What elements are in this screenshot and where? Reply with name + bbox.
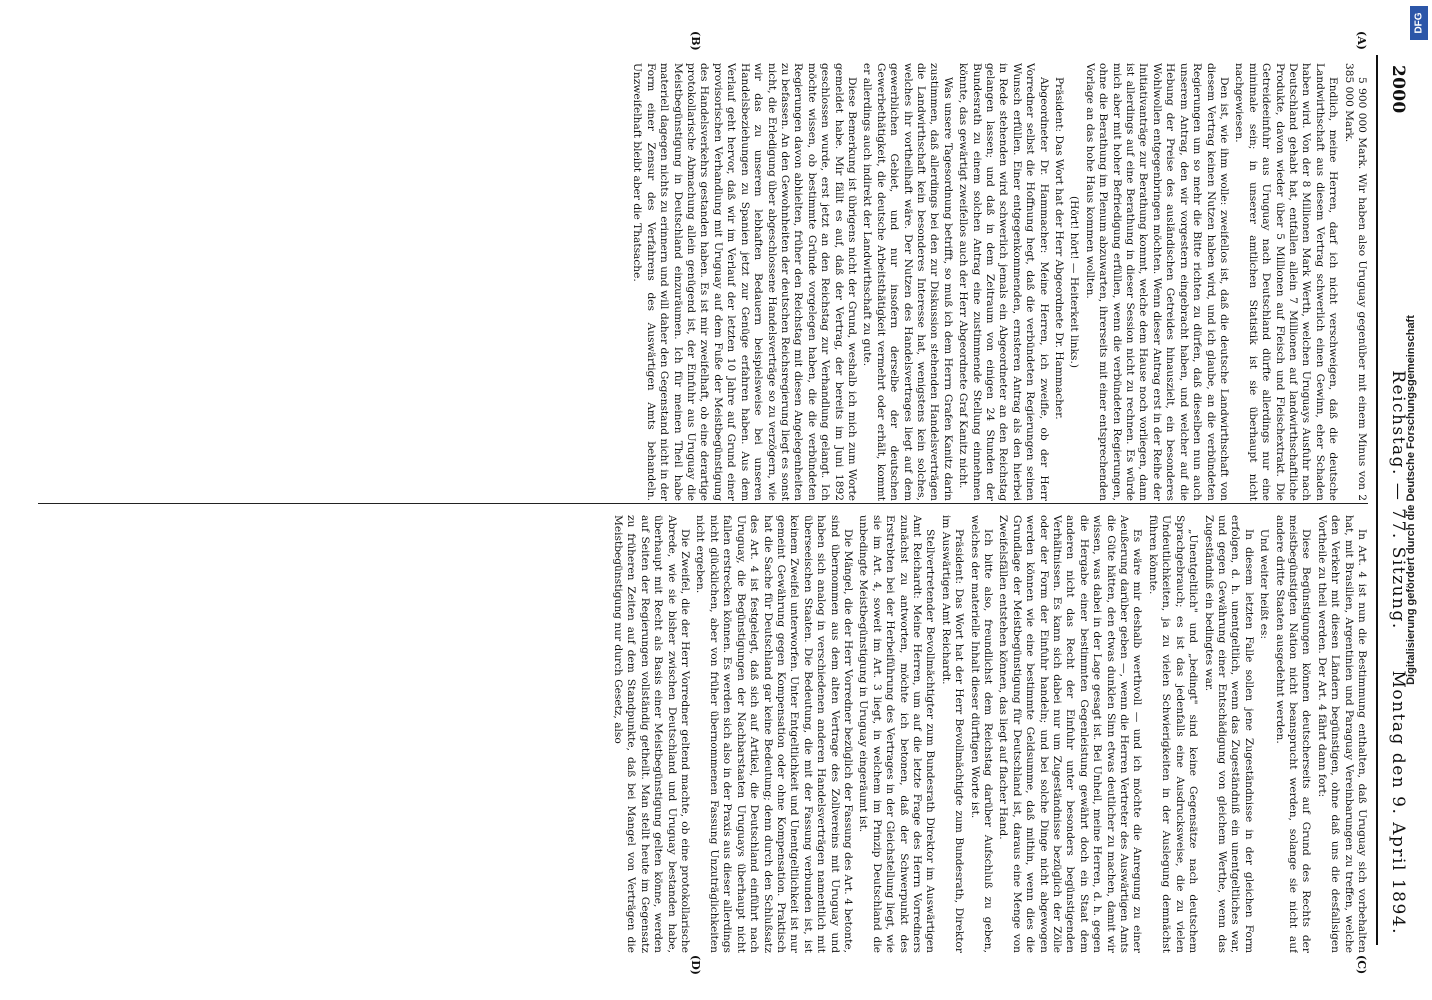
speaker-intro: Präsident: Das Wort hat der Herr Abgeordnete Dr. Hammacher. xyxy=(1053,77,1066,420)
left-column xyxy=(38,63,1368,501)
paragraph: Was unsere Tagesordnung betrifft, so muß ich dem Herrn Grafen Kanitz darin zustimmen, daß allerdings bei den zur Diskussion stehenden Handelsverträgen die Landwirthschaft kein besonderes Interesse hat, wenigstens kein solches, welches ihr vortheilhaft wäre. Der Nutzen des Handelsvertrages liegt auf dem gewerblichen Gebiet, und nur insofern derselbe der deutschen Gewerbethätigkeit, die deutsche Arbeitsthätigkeit vermehrt oder erhält, kommt er allerdings auch indirekt der Landwirthschaft zu gute. xyxy=(861,63,954,501)
column-divider xyxy=(38,503,1368,504)
paragraph: In Art. 4 ist nun die Bestimmung enthalten, daß Uruguay sich vorbehalten hat, mit Brasilien, Argentinien und Paraguay Vereinbarungen zu treffen, welche den Verkehr mit diesen Ländern begünstigen, ohne daß uns die desfallsigen Vortheile zu theil werden. Der Art. 4 fährt dann fort: xyxy=(1315,515,1368,953)
paragraph: Die Mängel, die der Herr Vorredner bezüglich der Fassung des Art. 4 betonte, sind übernommen aus dem alten Vertrage des Zollvereins mit Uruguay und haben sich analog in verschiedenen anderen Handelsverträgen namentlich mit überseeischen Staaten. Die Bedeutung, die mit der Fassung verbunden ist, ist keinem Zweifel unterworfen. Unter Entgeltlichkeit und Unentgeltlichkeit ist nur gemeint Gewährung gegen Kompensation oder ohne Kompensation. Praktisch hat die Sache für Deutschland gar keine Bedeutung; denn durch den Schlußsatz des Art. 4 ist festgelegt, daß sich auf Artikel, die Deutschland einführt nach Uruguay, die Begünstigungen der Nachbarstaaten Uruguays überhaupt nicht fallen erstrecken können. Es werden sich also in der Praxis aus dieser allerdings nicht glücklichen, aber von früher übernommenen Fassung Unzuträglichkeiten nicht ergeben. xyxy=(694,515,854,953)
session-date: Montag den 9. April 1894. xyxy=(1388,670,1408,935)
page-number: 2000 xyxy=(1388,65,1408,114)
header-rule xyxy=(1376,55,1378,945)
paragraph: Diese Bemerkung ist übrigens nicht der Grund, weshalb ich mich zum Worte gemeldet habe. Mir fällt es auf, daß der Vertrag, der bereits im Juni 1892 geschlossen wurde, erst jetzt an den Reichstag zur Verhandlung gelangt. Ich möchte wissen, ob bestimmte Gründe vorgelegen haben, die die verbündeten Regierungen davon abhielten, früher den Reichstag mit diesen Angelegenheiten zu befassen. An den Gewohnheiten der deutschen Reichsregierung liegt es sonst nicht, die Erledigung über abgeschlossene Handelsverträge so zu verzögern, wie wir das zu unserem lebhaften Bedauern beispielsweise bei unseren Handelsbeziehungen zu Spanien jetzt zur Genüge erfahren haben. Aus dem Verlauf geht hervor, daß wir im Verlauf der letzten 10 Jahre auf Grund einer provisorischen Verhandlung mit Uruguay auf dem Fuße der Meistbegünstigung des Handelsverkehrs gestanden haben. Es ist mir zweifelhaft, ob eine derartige protokollarische Abmachung allein genügend ist, der Einfuhr aus Uruguay die Meistbegünstigung in Deutschland einzuräumen. Ich für meinen Theil habe materiell dagegen nichts zu erinnern und will daher den Gegenstand nicht in der Form einer Zensur des Verfahrens des Auswärtigen Amts behandeln. Unzweifelhaft bleibt aber die Thatsache. xyxy=(631,63,858,501)
dfg-logo-text: DFG xyxy=(1413,12,1425,34)
digitization-credit xyxy=(1396,20,1426,980)
speaker-intro: Präsident: Das Wort hat der Herr Bevollmächtigte zum Bundesrath, Direktor im Auswärtigen Amt Reichardt. xyxy=(939,515,966,953)
margin-marker-a: (A) xyxy=(1355,31,1368,50)
margin-marker-c: (C) xyxy=(1355,955,1368,975)
paragraph: Stellvertretender Bevollmächtigter zum Bundesrath Direktor im Auswärtigen Amt Reichardt: Meine Herren, um auf die letzte Frage des Herrn Vorredners zunächst zu antworten, möchte ich betonen, daß der Schwerpunkt des Erstrebten bei der Herbeiführung des Vertrages in der Gleichstellung liegt, wie sie im Art. 4, soweit im Art. 3 liegt, in welchem im Prinzip Deutschland die unbedingte Meistbegünstigung in Uruguay eingeräumt ist. xyxy=(857,515,937,953)
credit-text: Digitalisierung gefördert durch die Deutsche Forschungsgemeinschaft xyxy=(1405,315,1417,685)
right-column xyxy=(38,515,1368,953)
paragraph: Abgeordneter Dr. Hammacher: Meine Herren, ich zweifle, ob der Herr Vorredner selbst die Hoffnung hegt, daß die verbündeten Regierungen seinen Wunsch erfüllen. Einer entgegenkommenden, ernsteren Antrag als den hierbei in Rede stehenden wird schwerlich jemals ein Abgeordneter an den Reichstag gelangen lassen; und daß in dem Zeitraum von einigen 24 Stunden der Bundesrath zu einem solchen Antrag eine zustimmende Stellung einnehmen könnte, das gewärtigt zweifellos auch der Herr Abgeordnete Graf Kanitz nicht. xyxy=(957,63,1050,501)
quoted-paragraph: Diese Begünstigungen können deutscherseits auf Grund des Rechts der meistbegünstigten Nation nicht beansprucht werden, solange sie nicht auf andere dritte Staaten ausgedehnt werden. xyxy=(1273,515,1313,953)
margin-marker-d: (D) xyxy=(689,955,702,975)
session-title: Reichstag. — 77. Sitzung. xyxy=(1388,370,1408,630)
paragraph: Den ist, wie ihm wolle: zweifellos ist, daß die deutsche Landwirthschaft von diesem Vertrag keinen Nutzen haben wird, und ich glaube, an die verbündeten Regierungen um so mehr die Bitte richten zu dürfen, daß dieselben nun auch unserem Antrag, den wir vorgestern eingebracht haben, und welcher auf die Hebung der Preise des ausländischen Getreides hinauszielt, ein besonderes Wohlwollen entgegenbringen möchten. Wenn dieser Antrag erst in der Reihe der Initiativanträge zur Berathung kommt, welche dem Hause noch vorliegen, dann ist allerdings auf eine Berathung in dieser Session nicht zu rechnen. Es würde mich aber mit hoher Befriedigung erfüllen, wenn die verbündeten Regierungen, ohne die Berathung im Plenum abzuwarten, ihrerseits mit einer entsprechenden Vorlage an das hohe Haus kommen wollten. xyxy=(1083,63,1230,501)
interjection: (Hört! hört! — Heiterkeit links.) xyxy=(1068,196,1081,368)
paragraph: Es wäre mir deshalb werthvoll — und ich möchte die Anregung zu einer Aeußerung darüber geben —, wenn die Herren Vertreter des Auswärtigen Amts die Güte hätten, den etwas dunklen Sinn etwas deutlicher zu machen, damit wir wissen, was dabei in der Lage gesagt ist. Bei Unheil, meine Herren, d. h. gegen die Hergabe einer bestimmten Gegenleistung gewährt doch ein Staat dem anderen nicht das Recht der Einfuhr unter besonders begünstigenden Verhältnissen. Es kann sich dabei nur um Zugeständnisse bezüglich der Zölle oder der Form der Einfuhr handeln; und bei solche Dinge nicht abgewogen werden können wie eine bestimmte Geldsumme, daß mithin, wenn dies die Grundlage der Meistbegünstigung für Deutschland ist, daraus eine Menge von Zweifelsfällen entstehen können, das liegt auf flacher Hand. xyxy=(997,515,1144,953)
quoted-paragraph: In diesem letzten Falle sollen jene Zugeständnisse in der gleichen Form erfolgen, d. h. unentgeltlich, wenn das Zugeständniß ein unentgeltliches war, und gegen Gewährung einer Entschädigung von gleichem Werthe, wenn das Zugeständniß ein bedingtes war. xyxy=(1202,515,1255,953)
margin-marker-b: (B) xyxy=(689,31,702,51)
rotated-page-content xyxy=(10,25,1422,975)
dfg-logo xyxy=(1410,6,1428,40)
paragraph: Die Zweifel, die der Herr Vorredner geltend machte, ob eine protokollarische Abrede, wie sie bisher zwischen Deutschland und Uruguay bestanden habe, überhaupt mit Recht als Basis einer Meistbegünstigung gelten könne, werden auf Seiten der Regierungen vollständig getheilt. Man stellt heute im Gegensatz zu früheren Zeiten auf dem Standpunkte, daß bei Mangel von Verträgen die Meistbegünstigung nur durch Gesetz, also xyxy=(612,515,692,953)
paragraph: „Unentgeltlich" und „bedingt" sind keine Gegensätze nach deutschem Sprachgebrauch; es ist das jedenfalls eine Ausdrucksweise, die zu vielen Undeutlichkeiten, ja zu vielen Schwierigkeiten in der Auslegung demnächst führen könnte. xyxy=(1146,515,1200,953)
paragraph: Ich bitte also, freundlichst dem Reichstag darüber Aufschluß zu geben, welches der materielle Inhalt dieser dürftigen Worte ist. xyxy=(968,515,995,953)
paragraph: Und weiter heißt es: xyxy=(1258,529,1271,640)
paragraph: 5 900 000 Mark. Wir haben also Uruguay gegenüber mit einem Minus von 2 385 000 Mark. xyxy=(1342,63,1368,501)
paragraph: Endlich, meine Herren, darf ich nicht verschweigen, daß die deutsche Landwirthschaft aus diesem Vertrag schwerlich einen Gewinn, eher Schaden haben wird. Von der 8 Millionen Mark Werth, welchen Uruguays Ausfuhr nach Deutschland gehabt hat, entfallen allein 7 Millionen auf landwirthschaftliche Produkte, davon wieder über 5 Millionen auf Fleisch und Fleischextrakt. Die Getreideeinfuhr aus Uruguay nach Deutschland dürfte allerdings nur eine minimale sein; in unserer amtlichen Statistik ist sie überhaupt nicht nachgewiesen. xyxy=(1233,63,1340,501)
